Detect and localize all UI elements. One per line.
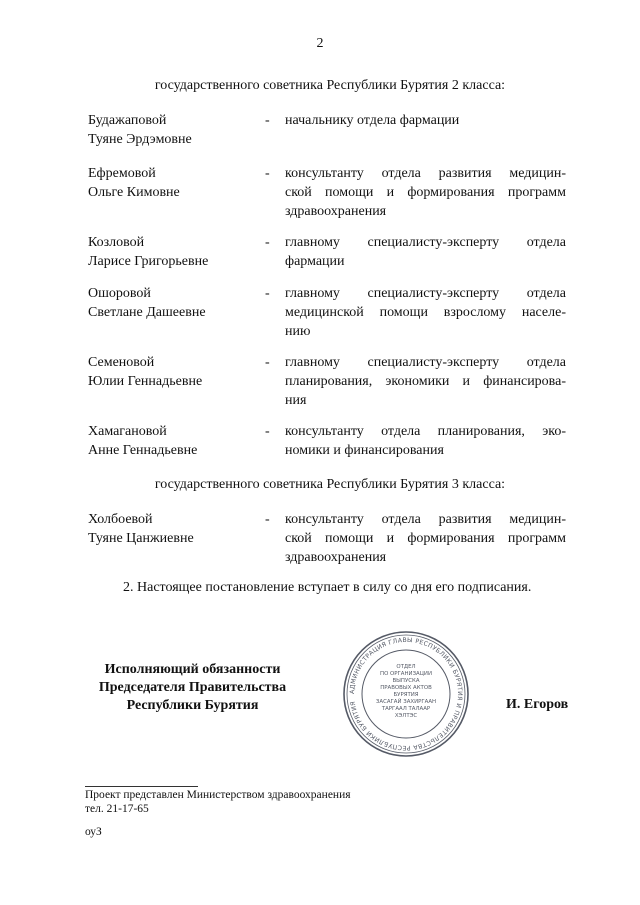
signatory-title: Исполняющий обязанности Председателя Правительства Республики Бурятия [98, 662, 287, 713]
svg-text:ХЭЛТЭС: ХЭЛТЭС [394, 713, 418, 719]
dash: - [265, 355, 270, 370]
dash: - [265, 235, 270, 250]
grade-2-heading: государственного советника Республики Бурятия 2 класса: [154, 78, 506, 93]
employee-name: Холбоевой Туяне Цанжиевне [88, 512, 194, 546]
position-text: консультанту отдела развития медицин- ской помощи и формирования программ здравоохранения [285, 166, 566, 219]
svg-text:ПРАВОВЫХ АКТОВ: ПРАВОВЫХ АКТОВ [380, 685, 432, 691]
employee-name: Семеновой Юлии Геннадьевне [88, 355, 203, 389]
position-text: главному специалисту-эксперту отдела медицинской помощи взрослому населе- нию [285, 286, 566, 339]
phone-note: тел. 21-17-65 [85, 803, 149, 815]
dash: - [265, 512, 270, 527]
footer-divider [85, 786, 198, 787]
signatory-name: И. Егоров [506, 697, 569, 712]
svg-text:ПО ОРГАНИЗАЦИИ: ПО ОРГАНИЗАЦИИ [380, 671, 432, 677]
dash: - [265, 424, 270, 439]
svg-text:АДМИНИСТРАЦИЯ ГЛАВЫ РЕСПУБЛИКИ: АДМИНИСТРАЦИЯ ГЛАВЫ РЕСПУБЛИКИ БУРЯТИЯ И ПРАВИТЕЛЬСТВА РЕСПУБЛИКИ БУРЯТИЯ [348, 636, 464, 752]
svg-text:БУРЯТИЯ: БУРЯТИЯ [393, 692, 419, 698]
svg-text:ВЫПУСКА: ВЫПУСКА [392, 678, 420, 684]
svg-text:ОТДЕЛ: ОТДЕЛ [396, 664, 416, 670]
position-text: начальнику отдела фармации [285, 113, 460, 128]
position-text: консультанту отдела развития медицин- ской помощи и формирования программ здравоохранения [285, 512, 566, 565]
official-seal [342, 630, 470, 758]
page-number: 2 [316, 36, 324, 51]
svg-text:ТАРГААЛ ТАЛААР: ТАРГААЛ ТАЛААР [381, 706, 431, 712]
svg-text:ЗАСАГАЙ ЗАХИРГААН: ЗАСАГАЙ ЗАХИРГААН [375, 699, 437, 705]
employee-name: Козловой Ларисе Григорьевне [88, 235, 209, 269]
dash: - [265, 166, 270, 181]
position-text: консультанту отдела планирования, эко- номики и финансирования [285, 424, 566, 458]
dash: - [265, 286, 270, 301]
dash: - [265, 113, 270, 128]
employee-name: Хамагановой Анне Геннадьевне [88, 424, 198, 458]
position-text: главному специалисту-эксперту отдела фармации [285, 235, 566, 269]
clause-2: 2. Настоящее постановление вступает в силу со дня его подписания. [123, 580, 532, 595]
employee-name: Будажаповой Туяне Эрдэмовне [88, 113, 192, 147]
document-code: оуЗ [85, 826, 102, 838]
grade-3-heading: государственного советника Республики Бурятия 3 класса: [154, 477, 506, 492]
project-note: Проект представлен Министерством здравоохранения [85, 789, 351, 801]
employee-name: Ефремовой Ольге Кимовне [88, 166, 180, 200]
position-text: главному специалисту-эксперту отдела планирования, экономики и финансирова- ния [285, 355, 566, 408]
employee-name: Ошоровой Светлане Дашеевне [88, 286, 206, 320]
footer-note [85, 788, 351, 816]
